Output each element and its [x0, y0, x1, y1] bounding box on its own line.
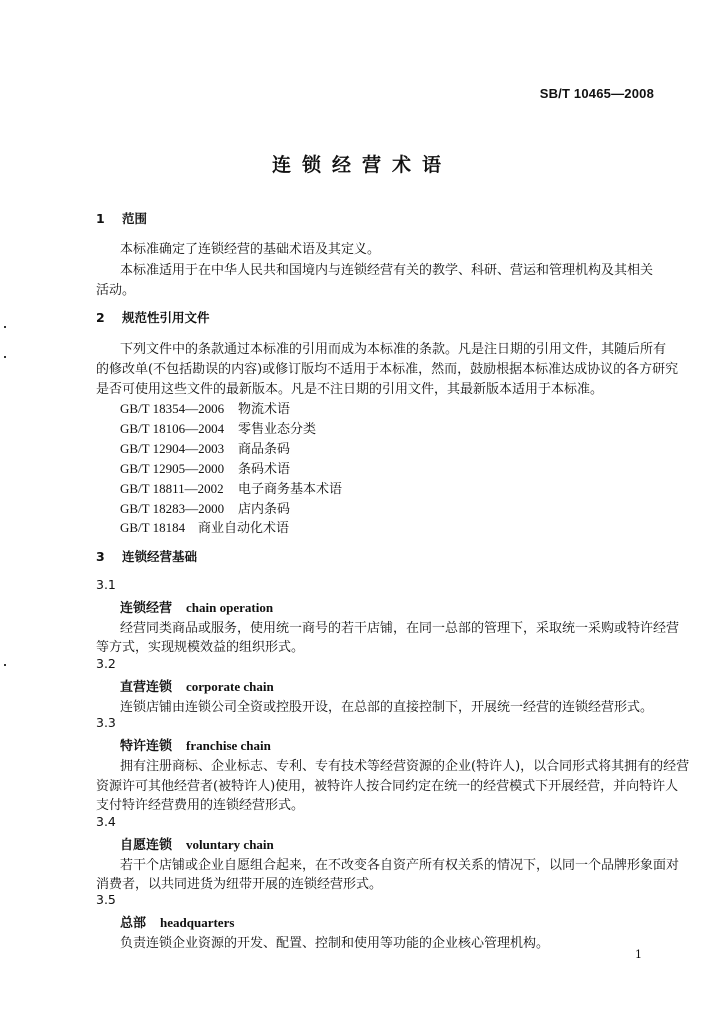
scan-mark [4, 326, 6, 328]
term-heading [120, 834, 274, 853]
paragraph-line: 是否可使用这些文件的最新版本。凡是不注日期的引用文件，其最新版本适用于本标准。 [96, 382, 604, 397]
definition-line: 连锁店铺由连锁公司全资或控股开设，在总部的直接控制下，开展统一经营的连锁经营形式。 [120, 700, 654, 715]
section-title: 范围 [122, 211, 148, 226]
section-number: 1 [96, 211, 105, 226]
page-number: 1 [635, 948, 642, 961]
section-title: 规范性引用文件 [122, 310, 210, 325]
clause-number: 3.3 [96, 715, 116, 730]
document-title: 连锁经营术语 [271, 154, 452, 176]
reference-item [120, 498, 290, 517]
term-english: headquarters [160, 915, 235, 930]
paragraph-line: 本标准确定了连锁经营的基础术语及其定义。 [120, 242, 381, 257]
term-english: franchise chain [186, 738, 271, 753]
paragraph-line: 下列文件中的条款通过本标准的引用而成为本标准的条款。凡是注日期的引用文件，其随后所有 [120, 342, 667, 357]
term-heading [120, 912, 234, 931]
clause-number: 3.2 [96, 656, 116, 671]
definition-line: 拥有注册商标、企业标志、专利、专有技术等经营资源的企业(特许人)，以合同形式将其拥有的经营 [120, 759, 690, 774]
reference-name: 零售业态分类 [238, 422, 317, 437]
term-heading [120, 735, 271, 754]
reference-name: 商品条码 [238, 442, 291, 457]
definition-line: 负责连锁企业资源的开发、配置、控制和使用等功能的企业核心管理机构。 [120, 936, 550, 951]
term-chinese: 连锁经营 [120, 601, 173, 616]
definition-line: 若干个店铺或企业自愿组合起来，在不改变各自资产所有权关系的情况下，以同一个品牌形象面对 [120, 858, 680, 873]
reference-name: 商业自动化术语 [198, 521, 290, 536]
reference-code: GB/T 18106—2004 [120, 421, 225, 436]
paragraph-line: 本标准适用于在中华人民共和国境内与连锁经营有关的教学、科研、营运和管理机构及其相关 [120, 263, 654, 278]
paragraph-line: 活动。 [96, 283, 136, 298]
reference-item [120, 458, 290, 477]
reference-code: GB/T 18354—2006 [120, 401, 225, 416]
reference-code: GB/T 18283—2000 [120, 501, 225, 516]
scan-mark [4, 356, 6, 358]
paragraph-line: 的修改单(不包括勘误的内容)或修订版均不适用于本标准，然而，鼓励根据本标准达成协议的各方研究 [96, 362, 679, 377]
section-number: 3 [96, 549, 105, 564]
section-3-heading [96, 547, 197, 565]
section-2-heading [96, 308, 210, 326]
section-number: 2 [96, 310, 105, 325]
term-chinese: 特许连锁 [120, 739, 173, 754]
reference-item [120, 398, 290, 417]
term-chinese: 自愿连锁 [120, 838, 173, 853]
term-english: corporate chain [186, 679, 274, 694]
definition-line: 等方式，实现规模效益的组织形式。 [96, 640, 305, 655]
reference-code: GB/T 18184 [120, 520, 186, 535]
definition-line: 资源许可其他经营者(被特许人)使用，被特许人按合同约定在统一的经营模式下开展经营，并向特许人 [96, 779, 679, 794]
reference-item [120, 438, 290, 457]
clause-number: 3.5 [96, 892, 116, 907]
definition-line: 支付特许经营费用的连锁经营形式。 [96, 798, 305, 813]
clause-number: 3.1 [96, 577, 116, 592]
reference-name: 条码术语 [238, 462, 291, 477]
reference-item [120, 517, 289, 536]
term-heading [120, 676, 274, 695]
reference-name: 物流术语 [238, 402, 291, 417]
section-1-heading [96, 209, 147, 227]
definition-line: 消费者，以共同进货为纽带开展的连锁经营形式。 [96, 877, 383, 892]
reference-item [120, 418, 316, 437]
reference-code: GB/T 12904—2003 [120, 441, 225, 456]
reference-code: GB/T 18811—2002 [120, 481, 224, 496]
term-english: voluntary chain [186, 837, 274, 852]
scan-mark [4, 664, 6, 666]
term-chinese: 总部 [120, 916, 147, 931]
term-english: chain operation [186, 600, 274, 615]
reference-name: 店内条码 [238, 502, 291, 517]
clause-number: 3.4 [96, 814, 116, 829]
definition-line: 经营同类商品或服务，使用统一商号的若干店铺，在同一总部的管理下，采取统一采购或特许经营 [120, 621, 680, 636]
reference-name: 电子商务基本术语 [238, 482, 343, 497]
section-title: 连锁经营基础 [122, 549, 198, 564]
standard-number: SB/T 10465—2008 [539, 86, 654, 101]
term-chinese: 直营连锁 [120, 680, 173, 695]
reference-code: GB/T 12905—2000 [120, 461, 225, 476]
reference-item [120, 478, 342, 497]
term-heading [120, 597, 273, 616]
